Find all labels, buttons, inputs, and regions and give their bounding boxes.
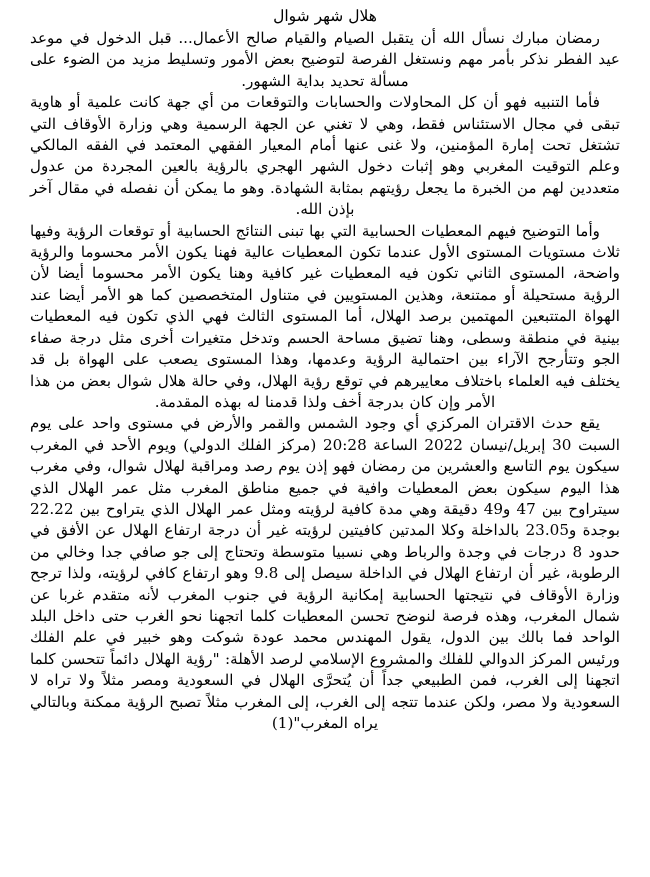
paragraph-intro: رمضان مبارك نسأل الله أن يتقبل الصيام والقيام صالح الأعمال... قبل الدخول في موعد عيد الفطر نذكر بأمر مهم ونستغل الفرصة لتوضيح بعض الأمور وتسليط مزيد من الضوء على مسألة تحديد بداية الشهور. xyxy=(30,29,620,90)
page-title: هلال شهر شوال xyxy=(273,7,377,25)
paragraph-conjunction-data: يقع حدث الاقتران المركزي أي وجود الشمس والقمر والأرض في مستوى واحد على يوم السبت 30 إبريل/نيسان 2022 الساعة 20:28 (مركز الفلك الدولي) ويوم الأحد في المغرب سيكون يوم التاسع والعشرين من رمضان فهو إذن يوم رصد ومراقبة لهلال شوال، وفي مغرب هذا اليوم سيكون بعض المعطيات وافية في جميع مناطق المغرب مثل عمر الهلال الذي سيتراوح بين 47 و49 دقيقة وهي مدة كافية لرؤيته ومثل عمر الهلال الذي يتراوح بين 22.22 بوجدة و23.05 بالداخلة وكلا المدتين كافيتين لرؤيته غير أن درجة ارتفاع الهلال عن الأفق في حدود 8 درجات في وجدة والرباط وهي نسبيا متوسطة وتحتاج إلى جو صافي جدا وخالي من الرطوبة، غير أن ارتفاع الهلال في الداخلة سيصل إلى 9.8 وهو ارتفاع كافي لرؤيته، ولذا ترجح وزارة الأوقاف في نتيجتها الحسابية إمكانية الرؤية في جنوب المغرب لأنه متقدم غربا عن شمال المغرب، وهذه فرصة لنوضح تحسن المعطيات كلما اتجهنا نحو الغرب حتى داخل البلد الواحد فما بالك بين الدول، يقول المهندس محمد عودة شوكت وهو خبير في علم الفلك ورئيس المركز الدوالي للفلك والمشروع الإسلامي لرصد الأهلة: "رؤية الهلال دائماً تتحسن كلما اتجهنا إلى الغرب، فمن الطبيعي جداً أن يُتحرَّى الهلال في السعودية ومصر مثلاً ولا تراه لا السعودية ولا مصر، ولكن عندما تتجه إلى الغرب، إلى المغرب مثلاً تصبح الرؤية ممكنة وبالتالي يراه المغرب"(1) xyxy=(30,414,620,732)
paragraph-clarification: وأما التوضيح فيهم المعطيات الحسابية التي بها تبنى النتائج الحسابية أو توقعات الرؤية وفيها ثلاث مستويات المستوى الأول عندما تكون المعطيات عالية فهنا يكون الأمر محسوما والرؤية واضحة، المستوى الثاني تكون فيه المعطيات غير كافية وهنا يكون الأمر محسوما أيضا لأن الرؤية مستحيلة أو ممتنعة، وهذين المستويين في متناول المتخصصين كما هو الأمر أيضا عند الهواة المتتبعين المهتمين برصد الهلال، أما المستوى الثالث فهي الذي تكون فيه المعطيات بينية في منطقة وسطى، وهنا تضيق مساحة الحسم وتدخل متغيرات أخرى مثل درجة صفاء الجو وتتأرجح الآراء بين احتمالية الرؤية وعدمها، وهذا المستوى يصعب على الهواة بل قد يختلف فيه العلماء باختلاف معاييرهم في توقع رؤية الهلال، وفي حالة هلال شوال بعض من هذا الأمر وإن كان بدرجة أخف ولذا قدمنا له بهذه المقدمة. xyxy=(30,221,620,411)
paragraph-notice: فأما التنبيه فهو أن كل المحاولات والحسابات والتوقعات من أي جهة كانت علمية أو هاوية تبقى في مجال الاستئناس فقط، وهي لا تغني عن الجهة الرسمية وهي وزارة الأوقاف التي تشتغل تحت إمارة المؤمنين، ولا غنى عنها أمام المعيار الفقهي المعتمد في الفقه المالكي وعلم التوقيت المغربي وهو إثبات دخول الشهر الهجري بالرؤية بالعين المجردة من عدول متعددين لهم من الخبرة ما يجعل رؤيتهم بمثابة الشهادة. وهو ما يمكن أن نفصله في مقال آخر بإذن الله. xyxy=(30,93,620,219)
